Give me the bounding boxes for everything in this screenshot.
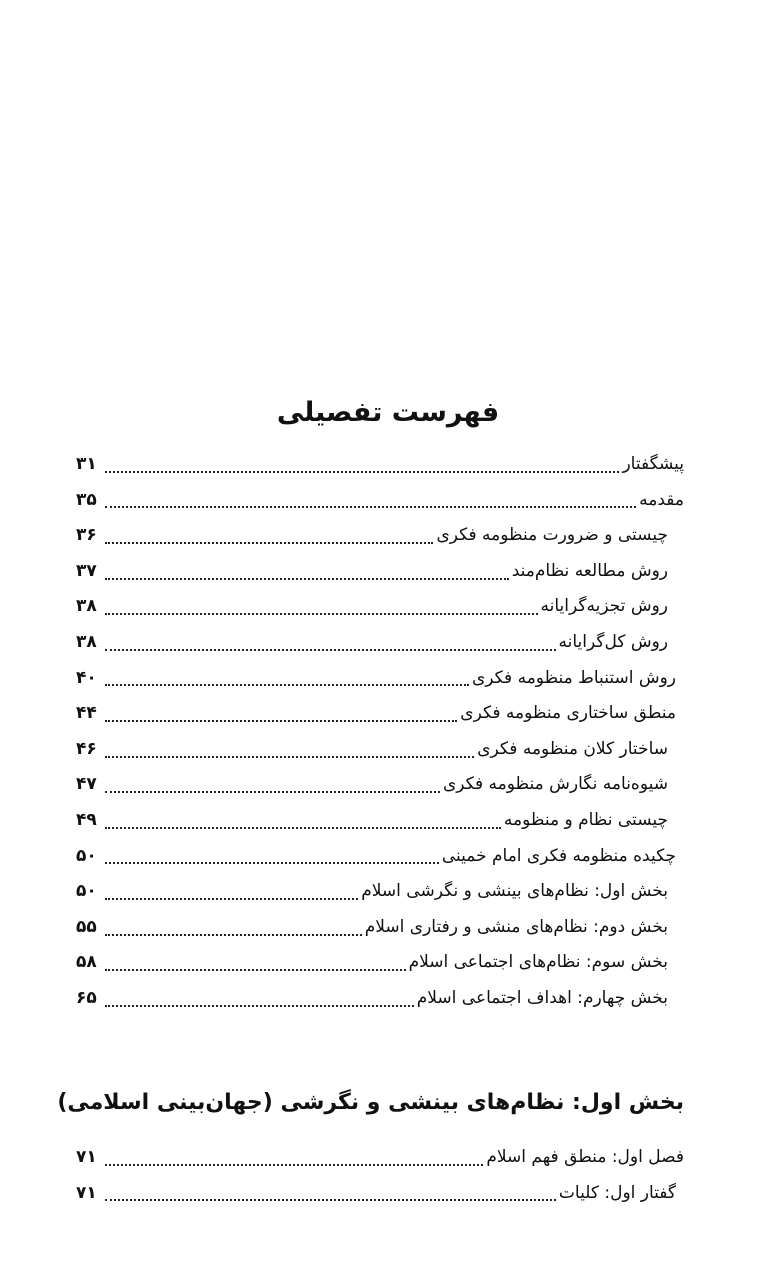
toc-entry-page-number: ۵۰	[76, 881, 97, 902]
toc-entry-label: بخش دوم: نظام‌های منشی و رفتاری اسلام	[364, 916, 668, 937]
toc-entry	[76, 518, 684, 554]
dot-leader	[105, 756, 474, 758]
toc-entry-label: شیوه‌نامه نگارش منظومه فکری	[442, 774, 668, 795]
dot-leader	[105, 506, 636, 508]
toc-entry	[76, 661, 684, 697]
dot-leader	[105, 898, 358, 900]
toc-entry-label: بخش سوم: نظام‌های اجتماعی اسلام	[408, 952, 668, 973]
toc-entry-label: روش کل‌گرایانه	[558, 631, 668, 652]
dot-leader	[105, 542, 433, 544]
dot-leader	[105, 471, 619, 473]
toc-entry-label: ساختار کلان منظومه فکری	[477, 738, 668, 759]
toc-entry	[76, 945, 684, 981]
toc-entry-label: فصل اول: منطق فهم اسلام	[486, 1147, 684, 1167]
toc-entry	[76, 554, 684, 590]
dot-leader	[105, 684, 469, 686]
toc-entry	[76, 910, 684, 946]
toc-entry-page-number: ۳۷	[76, 560, 97, 581]
toc-entry-page-number: ۵۰	[76, 845, 97, 866]
toc-entry-page-number: ۵۵	[76, 916, 97, 937]
toc-entry	[76, 981, 684, 1017]
toc-entry	[76, 625, 684, 661]
dot-leader	[105, 720, 457, 722]
toc-entry-label: گفتار اول: کلیات	[558, 1182, 676, 1203]
toc-entry	[76, 1140, 684, 1176]
toc-entry-label: روش تجزیه‌گرایانه	[540, 596, 668, 617]
toc-entry-page-number: ۳۶	[76, 525, 97, 546]
dot-leader	[105, 827, 501, 829]
toc-entry-label: پیشگفتار	[622, 454, 684, 474]
toc-entry	[76, 589, 684, 625]
toc-entry-page-number: ۳۸	[76, 596, 97, 617]
toc-entry	[76, 447, 684, 483]
toc-entry-page-number: ۳۸	[76, 631, 97, 652]
toc-entry-label: مقدمه	[639, 489, 684, 510]
toc-entry-page-number: ۶۵	[76, 987, 97, 1008]
toc-entry-page-number: ۴۶	[76, 738, 97, 759]
toc-entry	[76, 803, 684, 839]
toc-entry	[76, 874, 684, 910]
dot-leader	[105, 934, 362, 936]
toc-entry-page-number: ۷۱	[76, 1147, 97, 1167]
dot-leader	[105, 1005, 414, 1007]
toc-entry-label: چیستی نظام و منظومه	[503, 809, 668, 830]
toc-entry	[76, 1176, 684, 1212]
dot-leader	[105, 791, 440, 793]
toc-entry	[76, 732, 684, 768]
toc-entry-page-number: ۴۴	[76, 703, 97, 724]
toc-entry-label: بخش چهارم: اهداف اجتماعی اسلام	[416, 987, 668, 1008]
dot-leader	[105, 969, 406, 971]
toc-entry-label: منطق ساختاری منظومه فکری	[460, 703, 676, 724]
toc-entry	[76, 767, 684, 803]
toc-entry	[76, 696, 684, 732]
toc-entry-label: روش مطالعه نظام‌مند	[511, 560, 668, 581]
toc-entry-page-number: ۴۹	[76, 809, 97, 830]
dot-leader	[105, 862, 439, 864]
toc-entry-page-number: ۳۱	[76, 454, 97, 474]
dot-leader	[105, 649, 556, 651]
toc-entry-label: چکیده منظومه فکری امام خمینی	[441, 845, 676, 866]
toc-entry-label: بخش اول: نظام‌های بینشی و نگرشی اسلام	[361, 881, 668, 902]
toc-entry-page-number: ۴۷	[76, 774, 97, 795]
toc-entry-page-number: ۳۵	[76, 489, 97, 510]
toc-entry	[76, 839, 684, 875]
dot-leader	[105, 578, 509, 580]
toc-entry-page-number: ۴۰	[76, 667, 97, 688]
part-one-toc-list	[76, 1140, 684, 1211]
toc-entry-label: چیستی و ضرورت منظومه فکری	[436, 525, 668, 546]
toc-entry	[76, 483, 684, 519]
toc-entry-page-number: ۵۸	[76, 952, 97, 973]
dot-leader	[105, 1164, 483, 1166]
dot-leader	[105, 1199, 556, 1201]
part-one-heading: بخش اول: نظام‌های بینشی و نگرشی (جهان‌بینی اسلامی)	[57, 1090, 684, 1115]
toc-title: فهرست تفصیلی	[276, 397, 500, 428]
toc-list	[76, 447, 684, 1017]
toc-entry-label: روش استنباط منظومه فکری	[471, 667, 676, 688]
dot-leader	[105, 613, 538, 615]
toc-entry-page-number: ۷۱	[76, 1182, 97, 1203]
